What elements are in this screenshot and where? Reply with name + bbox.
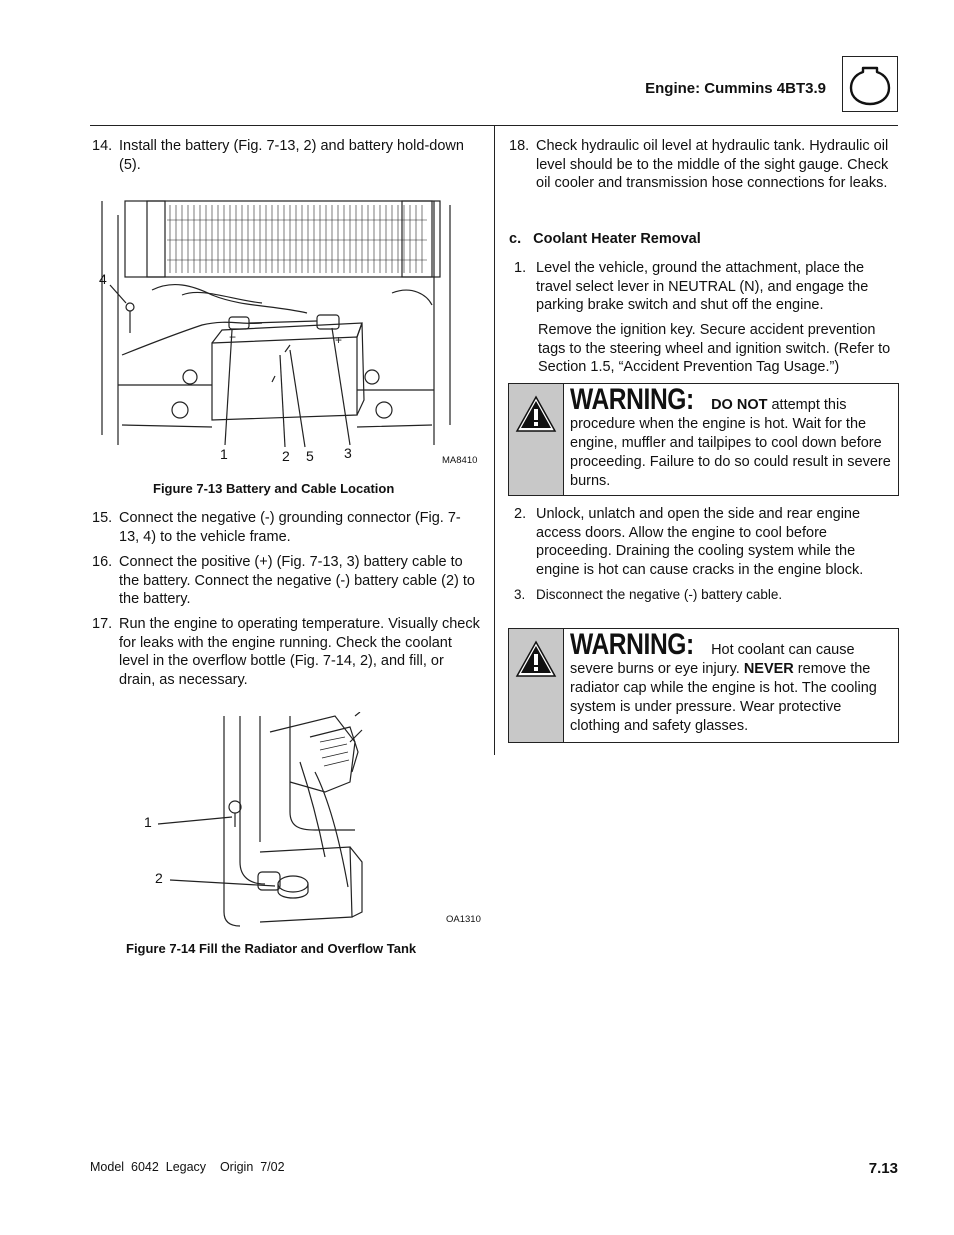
figure-7-14-caption: Figure 7-14 Fill the Radiator and Overflow Tank [126,941,417,956]
callout-3: 3 [344,445,352,461]
section-heading: c. Coolant Heater Removal [509,231,701,247]
warning-label: WARNING: [570,383,694,416]
engine-outline-icon [842,56,898,112]
figure-7-13-caption: Figure 7-13 Battery and Cable Location [153,481,395,496]
svg-text:+: + [335,333,343,347]
warning-triangle-icon [515,639,557,681]
svg-text:−: − [229,330,237,344]
warning-text-1: WARNING: DO NOT attempt this procedure when the engine is hot. Wait for the engine, muffler and tailpipes to cool down before proceeding. Failure to do so could result in severe burns. [570,383,891,489]
figure-code: OA1310 [446,914,481,925]
figure-7-13-illustration [92,195,488,470]
warning-text-2: WARNING: Hot coolant can cause severe burns or eye injury. NEVER remove the radiator cap while the engine is hot. The cooling system is under pressure. Wear protective clothing and safety glasses. [570,628,877,734]
callout-4: 4 [99,271,107,287]
figure-7-14-illustration [140,712,485,930]
callout-2: 2 [155,870,163,886]
callout-1: 1 [144,814,152,830]
figure-code: MA8410 [442,455,478,466]
callout-2: 2 [282,448,290,464]
warning-box-1 [508,383,899,496]
footer-model-info: Model 6042 Legacy Origin 7/02 [90,1160,285,1174]
warning-label: WARNING: [570,628,694,661]
page-header-title: Engine: Cummins 4BT3.9 [645,80,826,97]
step-1-note: Remove the ignition key. Secure accident prevention tags to the steering wheel and ignition switch. (Refer to Section 1.5, “Accident Prevention Tag Usage.”) [538,322,891,375]
page-number: 7.13 [868,1160,898,1177]
callout-5: 5 [306,448,314,464]
warning-box-2 [508,628,899,743]
callout-1: 1 [220,446,228,462]
warning-triangle-icon [515,394,557,436]
column-divider [494,125,495,755]
